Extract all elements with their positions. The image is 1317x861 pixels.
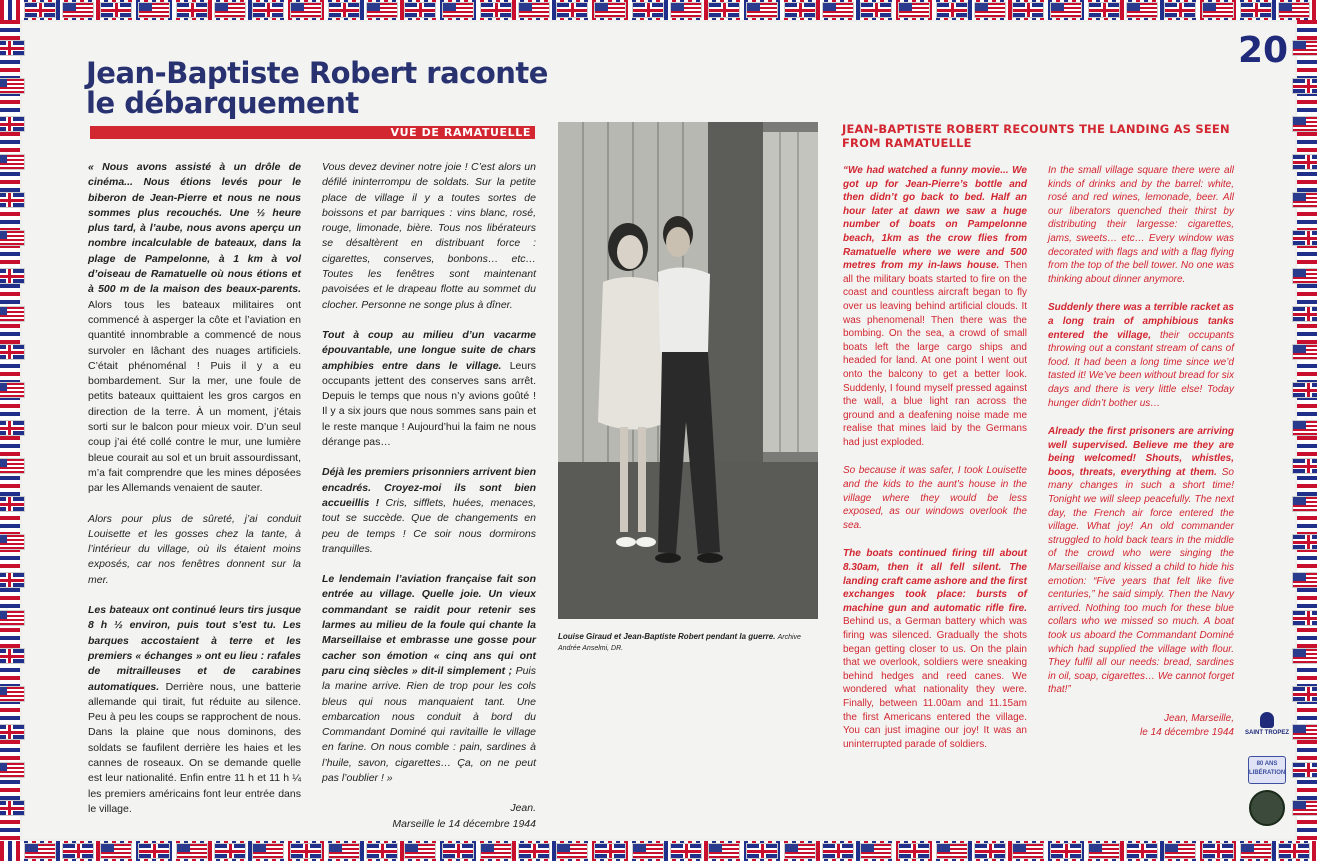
- uk-flag-icon: [290, 843, 322, 859]
- paragraph: The boats continued firing till about 8.30am, then it all fell silent. The landing craft came ashore and the first exchanges took place: bursts of machine gun and automatic rifle fire. Behind us, a German battery which was firing was silenced. Gradually the shots began getting closer to us. On the plain that we overlook, soldiers were sneaking behind hedges and reed canes. We wondered what nationality they were. Finally, between 11.00am and 11.15am the first Americans entered the village. You can just imagine our joy! It was an uninterrupted parade of soldiers.: [843, 548, 1027, 750]
- uk-flag-icon: [1292, 458, 1317, 474]
- us-flag-icon: [1292, 40, 1317, 56]
- uk-flag-icon: [974, 843, 1006, 859]
- uk-flag-icon: [404, 2, 436, 18]
- article-column-fr-2: [322, 160, 536, 832]
- uk-flag-icon: [1292, 610, 1317, 626]
- us-flag-icon: [0, 230, 25, 246]
- signature-fr: Jean. Marseille le 14 décembre 1944: [392, 802, 536, 830]
- uk-flag-icon: [1012, 2, 1044, 18]
- photo-credit: Archive Andrée Anselmi, DR.: [558, 634, 801, 652]
- paragraph: « Nous avons assisté à un drôle de cinéma... Nous étions levés pour le biberon de Jean-Pierre et nous ne nous sommes plus recouchés. Une ½ heure plus tard, à l’aube, nous avons aperçu un nombre incalculable de bateaux, dans la plage de Pampelonne, à 1 km à vol d’oiseau de Ramatuelle où nous étions et à 500 m de la maison des beaux-parents. Alors tous les bateaux militaires ont commencé à asperger la côte et l’aviation en quantité innombrable a commencé de nous survoler en lâchant des nuages artificiels. C’était phénoménal ! Puis il y a eu bombardement. Sur la mer, une foule de petits bateaux quittaient les gros cargos en direction de la terre. À un moment, j’étais sorti sur le balcon pour mieux voir. D’un seul coup j’ai été collé contre le mur, une lumière bleue courait au sol et un bruit assourdissant, m’a fait comprendre que les mines déposées par les Allemands venaient de sauter.: [88, 161, 301, 495]
- signature-en: Jean, Marseille, le 14 décembre 1944: [1140, 712, 1234, 738]
- us-flag-icon: [1126, 2, 1158, 18]
- us-flag-icon: [252, 843, 284, 859]
- us-flag-icon: [556, 843, 588, 859]
- us-flag-icon: [100, 843, 132, 859]
- us-flag-icon: [0, 154, 25, 170]
- us-flag-icon: [24, 843, 56, 859]
- uk-flag-icon: [176, 2, 208, 18]
- us-flag-icon: [0, 534, 25, 550]
- uk-flag-icon: [214, 843, 246, 859]
- uk-flag-icon: [784, 2, 816, 18]
- uk-flag-icon: [1292, 686, 1317, 702]
- uk-flag-icon: [0, 800, 25, 816]
- uk-flag-icon: [252, 2, 284, 18]
- us-flag-icon: [1292, 724, 1317, 740]
- us-flag-icon: [974, 2, 1006, 18]
- uk-flag-icon: [1050, 843, 1082, 859]
- uk-flag-icon: [860, 2, 892, 18]
- us-flag-icon: [1050, 2, 1082, 18]
- uk-flag-icon: [1292, 154, 1317, 170]
- us-flag-icon: [442, 2, 474, 18]
- uk-flag-icon: [594, 843, 626, 859]
- us-flag-icon: [594, 2, 626, 18]
- us-flag-icon: [670, 2, 702, 18]
- uk-flag-icon: [1292, 382, 1317, 398]
- us-flag-icon: [1292, 192, 1317, 208]
- article-column-en-2: [1048, 164, 1234, 739]
- uk-flag-icon: [0, 344, 25, 360]
- article-column-fr-1: [88, 160, 301, 832]
- uk-flag-icon: [1292, 762, 1317, 778]
- uk-flag-icon: [898, 843, 930, 859]
- us-flag-icon: [1202, 2, 1234, 18]
- paragraph: In the small village square there were all kinds of drinks and by the barrel: white, rosé and red wines, lemonade, beer. All our liberators quenched their thirst by distributing their largesse: cigarettes, jams, sweets… etc… Every window was decorated with flags and with a flag flying from the top of the bell tower. No one was thinking about dinner anymore.: [1048, 165, 1234, 285]
- uk-flag-icon: [1202, 843, 1234, 859]
- uk-flag-icon: [1164, 2, 1196, 18]
- us-flag-icon: [860, 843, 892, 859]
- us-flag-icon: [290, 2, 322, 18]
- us-flag-icon: [62, 2, 94, 18]
- paragraph: So because it was safer, I took Louisette and the kids to the aunt’s house in the village where they would be less exposed, as our windows overlook the sea.: [843, 465, 1027, 531]
- us-flag-icon: [1292, 116, 1317, 132]
- article-title-fr: Jean-Baptiste Robert raconte le débarquement: [86, 56, 548, 120]
- us-flag-icon: [0, 458, 25, 474]
- uk-flag-icon: [480, 2, 512, 18]
- article-title-en: JEAN-BAPTISTE ROBERT RECOUNTS THE LANDING AS SEEN FROM RAMATUELLE: [842, 122, 1230, 150]
- uk-flag-icon: [670, 843, 702, 859]
- paragraph: Vous devez deviner notre joie ! C’est alors un défilé ininterrompu de soldats. Sur la petite place de village il y a toutes sortes de boissons et par barriques : vins blanc, rosé, rouge, limonade, bière. Tous nos libérateurs se désaltèrent en distribuant force : cigarettes, conserves, bonbons… etc…Toutes les fenêtres sont maintenant pavoisées et le drapeau flotte au sommet du clocher. Personne ne songe plus à dîner.: [322, 161, 536, 311]
- us-flag-icon: [1292, 496, 1317, 512]
- uk-flag-icon: [100, 2, 132, 18]
- us-flag-icon: [1292, 648, 1317, 664]
- us-flag-icon: [0, 686, 25, 702]
- us-flag-icon: [214, 2, 246, 18]
- us-flag-icon: [1292, 344, 1317, 360]
- uk-flag-icon: [632, 2, 664, 18]
- uk-flag-icon: [1088, 2, 1120, 18]
- us-flag-icon: [0, 382, 25, 398]
- uk-flag-icon: [1292, 78, 1317, 94]
- us-flag-icon: [480, 843, 512, 859]
- paragraph: Déjà les premiers prisonniers arrivent bien encadrés. Croyez-moi ils sont bien accueillis ! Cris, sifflets, huées, menaces, tout se succède. Que de changements en peu de temps ! Ce soir nous dormirons tranquilles.: [322, 466, 536, 555]
- uk-flag-icon: [518, 843, 550, 859]
- uk-flag-icon: [1126, 843, 1158, 859]
- us-flag-icon: [746, 2, 778, 18]
- us-flag-icon: [1012, 843, 1044, 859]
- us-flag-icon: [632, 843, 664, 859]
- uk-flag-icon: [936, 2, 968, 18]
- us-flag-icon: [176, 843, 208, 859]
- uk-flag-icon: [0, 116, 25, 132]
- uk-flag-icon: [442, 843, 474, 859]
- photo-caption: Louise Giraud et Jean-Baptiste Robert pendant la guerre. Archive Andrée Anselmi, DR.: [558, 632, 801, 652]
- uk-flag-icon: [708, 2, 740, 18]
- us-flag-icon: [1292, 800, 1317, 816]
- us-flag-icon: [1240, 843, 1272, 859]
- uk-flag-icon: [0, 496, 25, 512]
- uk-flag-icon: [556, 2, 588, 18]
- us-flag-icon: [0, 78, 25, 94]
- uk-flag-icon: [822, 843, 854, 859]
- uk-flag-icon: [1292, 534, 1317, 550]
- uk-flag-icon: [746, 843, 778, 859]
- page-number: 20: [1238, 30, 1289, 71]
- uk-flag-icon: [1292, 306, 1317, 322]
- us-flag-icon: [936, 843, 968, 859]
- uk-flag-icon: [0, 724, 25, 740]
- us-flag-icon: [708, 843, 740, 859]
- us-flag-icon: [1088, 843, 1120, 859]
- saint-tropez-emblem-icon: [1260, 712, 1274, 728]
- us-flag-icon: [822, 2, 854, 18]
- article-column-en-1: [843, 164, 1027, 766]
- uk-flag-icon: [328, 2, 360, 18]
- anniversary-logo: 80 ANS LIBÉRATION: [1244, 756, 1290, 784]
- uk-flag-icon: [24, 2, 56, 18]
- us-flag-icon: [1292, 268, 1317, 284]
- uk-flag-icon: [0, 268, 25, 284]
- us-flag-icon: [1278, 2, 1310, 18]
- paragraph: Already the first prisoners are arriving well supervised. Believe me they are being welcomed! Shouts, whistles, boos, threats, everything at them. So many changes in such a short time! Tonight we will sleep peacefully. The next day, the French air force entered the village. What joy! An old commander struggled to hold back tears in the middle of the crowd who were singing the Marseillaise and kissed a child to hide his emotion: “Five years that felt like five centuries,” he said simply. Then the Navy arrived. Nothing too much for these blue collars who we missed so much. A boat took us aboard the Commandant Dominé which had supplied the village with flour. They fulfil all our needs: bread, sardines in oil, soap, cigarettes… We cannot forget that!”: [1048, 426, 1234, 696]
- us-flag-icon: [898, 2, 930, 18]
- paragraph: Alors pour plus de sûreté, j’ai conduit Louisette et les gosses chez la tante, à l’intérieur du village, où ils étaient moins exposés, car nos fenêtres donnent sur la mer.: [88, 512, 301, 586]
- article-subtitle-fr: VUE DE RAMATUELLE: [90, 126, 535, 139]
- paragraph: Les bateaux ont continué leurs tirs jusque 8 h ½ environ, puis tout s’est tu. Les barques accostaient à terre et les premiers « échanges » ont eu lieu : rafales de mitrailleuses et de carabines automatiques. Derrière nous, une batterie allemande qui tirait, fut réduite au silence. Peu à peu les coups se rapprochent de nous. Dans la plaine que nous dominons, des soldats se faufilent derrière les haies et les cannes de roseaux. On se demande quelle est leur nationalité. Enfin entre 11 h et 11 h ¼ les premiers américains font leur entrée dans le village.: [88, 604, 301, 815]
- paragraph: Tout à coup au milieu d’un vacarme épouvantable, une longue suite de chars amphibies entre dans le village. Leurs occupants jettent des conserves sans arrêt. Depuis le temps que nous n’y avions goûté ! Il y a six jours que nous sommes sans pain et le reste manque ! Aujourd’hui la faim ne nous dérange pas…: [322, 328, 536, 449]
- uk-flag-icon: [138, 843, 170, 859]
- uk-flag-icon: [1278, 843, 1310, 859]
- us-flag-icon: [328, 843, 360, 859]
- us-flag-icon: [138, 2, 170, 18]
- us-flag-icon: [0, 610, 25, 626]
- uk-flag-icon: [0, 648, 25, 664]
- historic-photo: [558, 122, 818, 619]
- uk-flag-icon: [366, 843, 398, 859]
- paragraph: “We had watched a funny movie... We got up for Jean-Pierre’s bottle and then didn’t go back to bed. Half an hour later at dawn we saw a huge number of boats on Pampelonne beach, 1km as the crow flies from Ramatuelle where we were and 500 metres from my in-laws house. Then all the military boats started to fire on the coast and countless aircraft began to fly over us leaving behind artificial clouds. It was phenomenal! Then there was the bombing. On the sea, a crowd of small boats left the large cargo ships and headed for land. At one point I went out onto the balcony to get a better look. Suddenly, I found myself pressed against the wall, a blue light ran across the ground and a deafening noise made me realise that mines laid by the Germans had just exploded.: [843, 165, 1028, 448]
- us-flag-icon: [1292, 572, 1317, 588]
- uk-flag-icon: [0, 420, 25, 436]
- uk-flag-icon: [0, 40, 25, 56]
- us-flag-icon: [518, 2, 550, 18]
- uk-flag-icon: [1240, 2, 1272, 18]
- us-flag-icon: [1164, 843, 1196, 859]
- seal-icon: [1249, 790, 1285, 826]
- us-flag-icon: [0, 306, 25, 322]
- paragraph: Le lendemain l’aviation française fait son entrée au village. Quelle joie. Un vieux commandant se raidit pour retenir ses larmes au milieu de la foule qui chante la Marseillaise et embrasse une gosse pour cacher son émotion « cinq ans qui ont paru cinq siècles » dit-il simplement ; Puis la marine arrive. Rien de trop pour les cols bleus qui nous manquaient tant. Une embarcation nous conduit à bord du Commandant Dominé qui ravitaille le village en farine. On nous comble : pain, sardines à l’huile, savon, cigarettes… Ça, on ne peut pas l’oublier ! »: [322, 573, 536, 784]
- saint-tropez-logo: SAINT TROPEZ: [1244, 712, 1290, 736]
- uk-flag-icon: [0, 572, 25, 588]
- us-flag-icon: [1292, 420, 1317, 436]
- uk-flag-icon: [62, 843, 94, 859]
- paragraph: Suddenly there was a terrible racket as a long train of amphibious tanks entered the village, their occupants throwing out a constant stream of cans of food. It had been a long time since we’d tasted it! We’ve been without bread for six days and there is very little else! Today hunger didn’t bother us…: [1048, 302, 1234, 409]
- us-flag-icon: [784, 843, 816, 859]
- us-flag-icon: [404, 843, 436, 859]
- uk-flag-icon: [1292, 230, 1317, 246]
- us-flag-icon: [366, 2, 398, 18]
- us-flag-icon: [0, 762, 25, 778]
- uk-flag-icon: [0, 192, 25, 208]
